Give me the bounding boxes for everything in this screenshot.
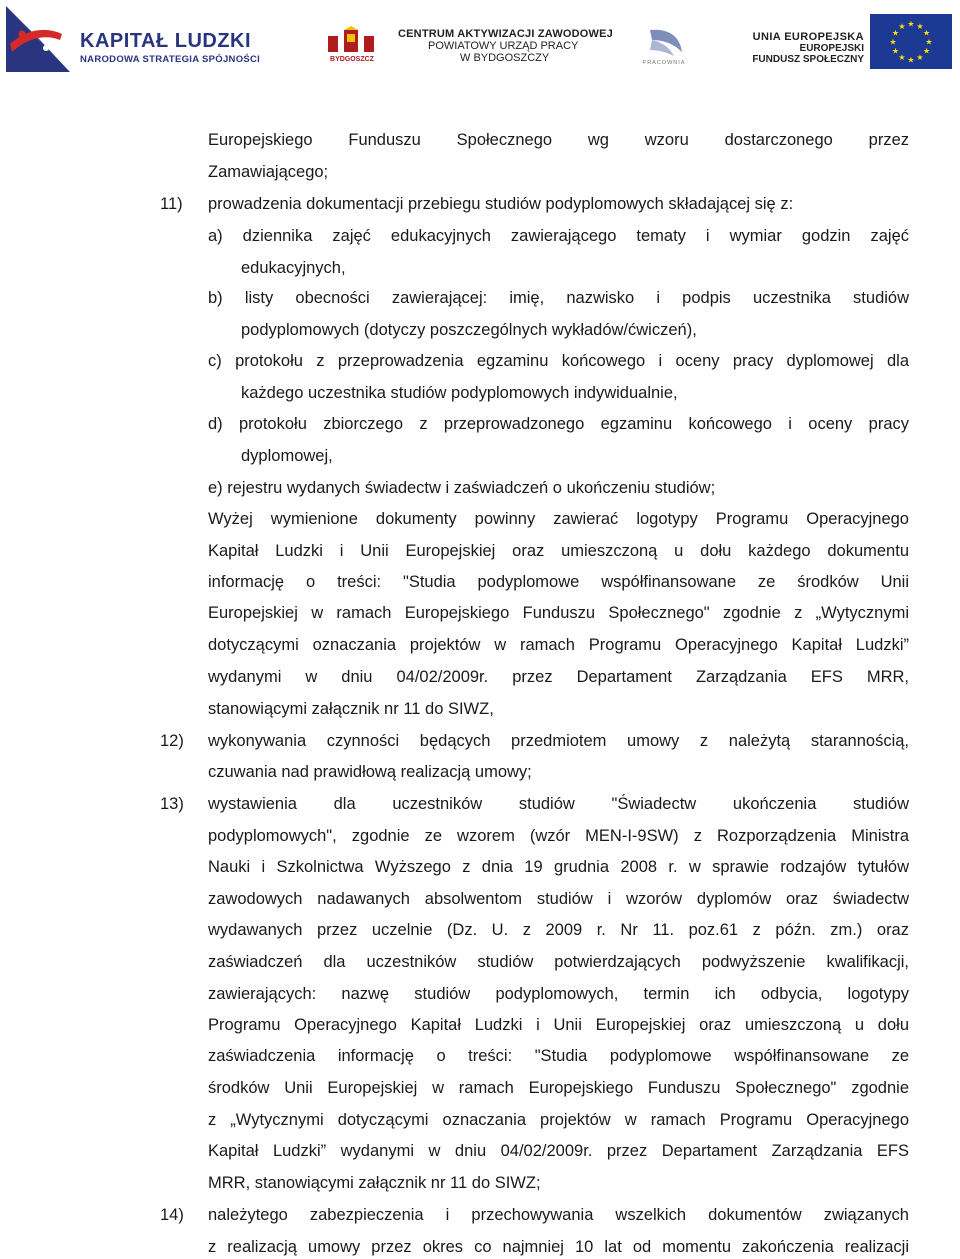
document-line: MRR, stanowiącymi załącznik nr 11 do SIWZ; — [208, 1174, 541, 1192]
caz-line-2: POWIATOWY URZĄD PRACY — [428, 40, 579, 52]
caz-line-3: W BYDGOSZCZY — [460, 52, 550, 64]
eu-star-icon: ★ — [891, 28, 899, 38]
document-line: Europejskiej w ramach Europejskiego Funduszu Społecznego" zgodnie z „Wytycznymi — [208, 604, 909, 622]
document-line: z realizacją umowy przez okres co najmniej 10 lat od momentu zakończenia realizacji — [208, 1238, 909, 1256]
list-number: 13) — [160, 795, 184, 813]
document-line: wystawienia dla uczestników studiów "Świadectw ukończenia studiów — [208, 795, 909, 813]
document-line: Wyżej wymienione dokumenty powinny zawierać logotypy Programu Operacyjnego — [208, 510, 909, 528]
document-line: dotyczącymi oznaczania projektów w ramach Programu Operacyjnego Kapitał Ludzki” — [208, 636, 909, 654]
document-line: zaświadczenia informację o treści: "Studia podyplomowe współfinansowane ze — [208, 1047, 909, 1065]
document-line: Kapitał Ludzki” wydanymi w dniu 04/02/2009r. przez Departament Zarządzania EFS — [208, 1142, 909, 1160]
document-line: prowadzenia dokumentacji przebiegu studiów podyplomowych składającej się z: — [208, 195, 794, 213]
eu-star-icon: ★ — [907, 55, 915, 65]
document-line: c) protokołu z przeprowadzenia egzaminu końcowego i oceny pracy dyplomowej dla — [208, 352, 909, 370]
kapital-ludzki-title: KAPITAŁ LUDZKI — [80, 30, 252, 52]
eu-line-2: EUROPEJSKI — [799, 43, 864, 54]
eu-star-icon: ★ — [907, 19, 915, 29]
document-line: Zamawiającego; — [208, 163, 329, 181]
document-line: e) rejestru wydanych świadectw i zaświadczeń o ukończeniu studiów; — [208, 479, 716, 497]
wing-caption: PRACOWNIA — [642, 60, 686, 66]
eu-star-icon: ★ — [923, 28, 931, 38]
document-line: Nauki i Szkolnictwa Wyższego z dnia 19 grudnia 2008 r. w sprawie rodzajów tytułów — [208, 858, 909, 876]
document-line: podyplomowych", zgodnie ze wzorem (wzór MEN-I-9SW) z Rozporządzenia Ministra — [208, 827, 909, 845]
document-line: stanowiącymi załącznik nr 11 do SIWZ, — [208, 700, 494, 718]
eu-star-icon: ★ — [898, 53, 906, 63]
eu-star-icon: ★ — [898, 21, 906, 31]
list-number: 14) — [160, 1206, 184, 1224]
document-line: należytego zabezpieczenia i przechowywania wszelkich dokumentów związanych — [208, 1206, 909, 1224]
document-line: edukacyjnych, — [241, 259, 346, 277]
document-line: a) dziennika zajęć edukacyjnych zawierającego tematy i wymiar godzin zajęć — [208, 227, 909, 245]
document-line: każdego uczestnika studiów podyplomowych indywidualnie, — [241, 384, 678, 402]
document-line: wydawanych przez uczelnie (Dz. U. z 2009 r. Nr 11. poz.61 z późn. zm.) oraz — [208, 921, 909, 939]
document-line: Kapitał Ludzki i Unii Europejskiej oraz umieszczoną u dołu każdego dokumentu — [208, 542, 909, 560]
list-number: 11) — [160, 195, 183, 213]
document-line: wydanymi w dniu 04/02/2009r. przez Departament Zarządzania EFS MRR, — [208, 668, 909, 686]
document-line: dyplomowej, — [241, 447, 333, 465]
list-number: 12) — [160, 732, 184, 750]
eu-line-3: FUNDUSZ SPOŁECZNY — [752, 54, 864, 65]
document-line: informację o treści: "Studia podyplomowe współfinansowane ze środków Unii — [208, 573, 909, 591]
document-line: środków Unii Europejskiej w ramach Europejskiego Funduszu Społecznego" zgodnie — [208, 1079, 909, 1097]
document-line: zawierających: nazwę studiów podyplomowych, termin ich odbycia, logotypy — [208, 985, 909, 1003]
document-line: b) listy obecności zawierającej: imię, nazwisko i podpis uczestnika studiów — [208, 289, 909, 307]
eu-star-icon: ★ — [923, 46, 931, 56]
eu-star-icon: ★ — [925, 37, 933, 47]
eu-star-icon: ★ — [916, 53, 924, 63]
document-line: z „Wytycznymi dotyczącymi oznaczania projektów w ramach Programu Operacyjnego — [208, 1111, 909, 1129]
document-line: d) protokołu zbiorczego z przeprowadzonego egzaminu końcowego i oceny pracy — [208, 415, 909, 433]
eu-line-1: UNIA EUROPEJSKA — [752, 31, 864, 43]
document-line: zawodowych nadawanych absolwentom studiów i wzorów dyplomów oraz świadectw — [208, 890, 909, 908]
document-line: Programu Operacyjnego Kapitał Ludzki i Unii Europejskiej oraz umieszczoną u dołu — [208, 1016, 909, 1034]
document-line: podyplomowych (dotyczy poszczególnych wykładów/ćwiczeń), — [241, 321, 697, 339]
document-line: wykonywania czynności będących przedmiotem umowy z należytą starannością, — [208, 732, 909, 750]
caz-line-1: CENTRUM AKTYWIZACJI ZAWODOWEJ — [398, 28, 613, 40]
document-line: Europejskiego Funduszu Społecznego wg wzoru dostarczonego przez — [208, 131, 909, 149]
bydgoszcz-caption: BYDGOSZCZ — [330, 56, 374, 63]
document-line: zaświadczeń dla uczestników studiów potwierdzających podwyższenie kwalifikacji, — [208, 953, 909, 971]
kapital-ludzki-subtitle: NARODOWA STRATEGIA SPÓJNOŚCI — [80, 54, 261, 65]
eu-star-icon: ★ — [916, 21, 924, 31]
document-line: czuwania nad prawidłową realizacją umowy; — [208, 763, 532, 781]
eu-star-icon: ★ — [891, 46, 899, 56]
eu-star-icon: ★ — [889, 37, 897, 47]
